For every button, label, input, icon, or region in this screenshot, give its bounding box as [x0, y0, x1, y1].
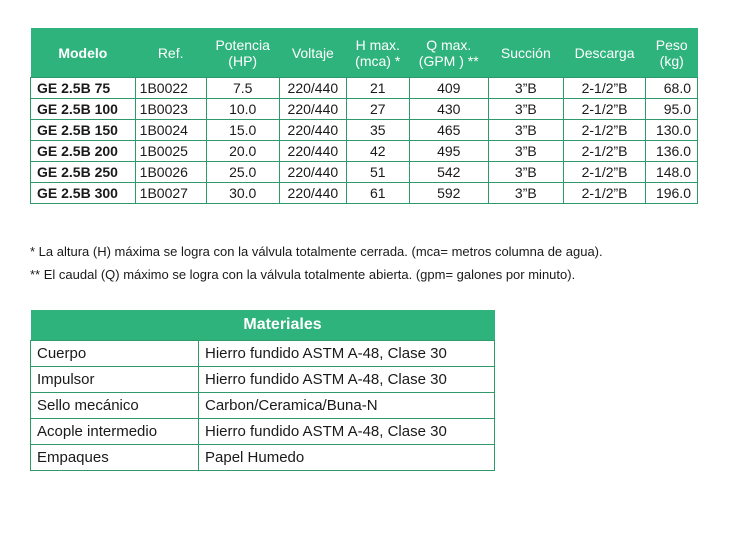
cell-part: Cuerpo: [31, 341, 199, 367]
cell-modelo: GE 2.5B 75: [31, 78, 136, 99]
header-potencia-line2: (HP): [228, 52, 258, 69]
cell-voltaje: 220/440: [279, 78, 346, 99]
cell-succion: 3”B: [489, 141, 564, 162]
header-hmax: [346, 28, 409, 78]
header-peso-line1: Peso: [655, 36, 688, 53]
cell-material: Carbon/Ceramica/Buna-N: [199, 393, 495, 419]
cell-succion: 3”B: [489, 183, 564, 204]
cell-material: Hierro fundido ASTM A-48, Clase 30: [199, 341, 495, 367]
cell-qmax: 495: [409, 141, 489, 162]
cell-hmax: 27: [346, 99, 409, 120]
cell-potencia: 20.0: [206, 141, 279, 162]
cell-qmax: 592: [409, 183, 489, 204]
cell-potencia: 15.0: [206, 120, 279, 141]
footnote-qmax: ** El caudal (Q) máximo se logra con la válvula totalmente abierta. (gpm= galones por minuto).: [30, 267, 576, 282]
cell-modelo: GE 2.5B 250: [31, 162, 136, 183]
header-potencia: [206, 28, 279, 78]
cell-material: Hierro fundido ASTM A-48, Clase 30: [199, 367, 495, 393]
table-row: [31, 141, 698, 162]
cell-voltaje: 220/440: [279, 99, 346, 120]
cell-modelo: GE 2.5B 150: [31, 120, 136, 141]
cell-succion: 3”B: [489, 120, 564, 141]
header-descarga: Descarga: [563, 28, 646, 78]
cell-ref: 1B0027: [135, 183, 206, 204]
header-peso: [646, 28, 698, 78]
cell-modelo: GE 2.5B 100: [31, 99, 136, 120]
cell-peso: 68.0: [646, 78, 698, 99]
cell-potencia: 30.0: [206, 183, 279, 204]
footnote-hmax: * La altura (H) máxima se logra con la válvula totalmente cerrada. (mca= metros columna de agua).: [30, 244, 603, 259]
cell-hmax: 51: [346, 162, 409, 183]
cell-descarga: 2-1/2”B: [563, 141, 646, 162]
table-row: [31, 99, 698, 120]
cell-modelo: GE 2.5B 200: [31, 141, 136, 162]
cell-qmax: 542: [409, 162, 489, 183]
cell-voltaje: 220/440: [279, 120, 346, 141]
cell-ref: 1B0022: [135, 78, 206, 99]
table-row: [31, 445, 495, 471]
table-row: [31, 419, 495, 445]
table-row: [31, 162, 698, 183]
materials-table: [30, 310, 495, 471]
cell-qmax: 430: [409, 99, 489, 120]
cell-hmax: 61: [346, 183, 409, 204]
cell-peso: 130.0: [646, 120, 698, 141]
table-row: [31, 393, 495, 419]
table-row: [31, 367, 495, 393]
specs-header-row: [31, 28, 698, 78]
cell-part: Empaques: [31, 445, 199, 471]
cell-ref: 1B0024: [135, 120, 206, 141]
cell-potencia: 25.0: [206, 162, 279, 183]
header-peso-line2: (kg): [659, 52, 684, 69]
cell-succion: 3”B: [489, 78, 564, 99]
cell-voltaje: 220/440: [279, 162, 346, 183]
cell-voltaje: 220/440: [279, 183, 346, 204]
cell-modelo: GE 2.5B 300: [31, 183, 136, 204]
header-hmax-line2: (mca) *: [355, 52, 401, 69]
cell-part: Acople intermedio: [31, 419, 199, 445]
cell-peso: 95.0: [646, 99, 698, 120]
pump-specs-table: [30, 28, 698, 204]
cell-descarga: 2-1/2”B: [563, 162, 646, 183]
table-row: [31, 341, 495, 367]
cell-hmax: 21: [346, 78, 409, 99]
header-qmax-line2: (GPM ) **: [418, 52, 479, 69]
cell-descarga: 2-1/2”B: [563, 99, 646, 120]
cell-part: Impulsor: [31, 367, 199, 393]
cell-descarga: 2-1/2”B: [563, 183, 646, 204]
cell-part: Sello mecánico: [31, 393, 199, 419]
cell-qmax: 465: [409, 120, 489, 141]
header-potencia-line1: Potencia: [215, 36, 270, 53]
header-modelo: Modelo: [31, 28, 136, 78]
materials-title: Materiales: [31, 310, 495, 341]
cell-hmax: 35: [346, 120, 409, 141]
cell-peso: 196.0: [646, 183, 698, 204]
cell-hmax: 42: [346, 141, 409, 162]
cell-peso: 148.0: [646, 162, 698, 183]
cell-ref: 1B0025: [135, 141, 206, 162]
cell-voltaje: 220/440: [279, 141, 346, 162]
cell-descarga: 2-1/2”B: [563, 78, 646, 99]
cell-descarga: 2-1/2”B: [563, 120, 646, 141]
materials-header-row: [31, 310, 495, 341]
cell-potencia: 7.5: [206, 78, 279, 99]
cell-potencia: 10.0: [206, 99, 279, 120]
header-qmax-line1: Q max.: [426, 36, 472, 53]
header-hmax-line1: H max.: [355, 36, 400, 53]
table-row: [31, 120, 698, 141]
cell-ref: 1B0023: [135, 99, 206, 120]
cell-ref: 1B0026: [135, 162, 206, 183]
cell-succion: 3”B: [489, 99, 564, 120]
cell-succion: 3”B: [489, 162, 564, 183]
header-succion: Succión: [489, 28, 564, 78]
table-row: [31, 183, 698, 204]
cell-material: Hierro fundido ASTM A-48, Clase 30: [199, 419, 495, 445]
cell-qmax: 409: [409, 78, 489, 99]
header-qmax: [409, 28, 489, 78]
header-ref: Ref.: [135, 28, 206, 78]
header-voltaje: Voltaje: [279, 28, 346, 78]
table-row: [31, 78, 698, 99]
cell-peso: 136.0: [646, 141, 698, 162]
cell-material: Papel Humedo: [199, 445, 495, 471]
